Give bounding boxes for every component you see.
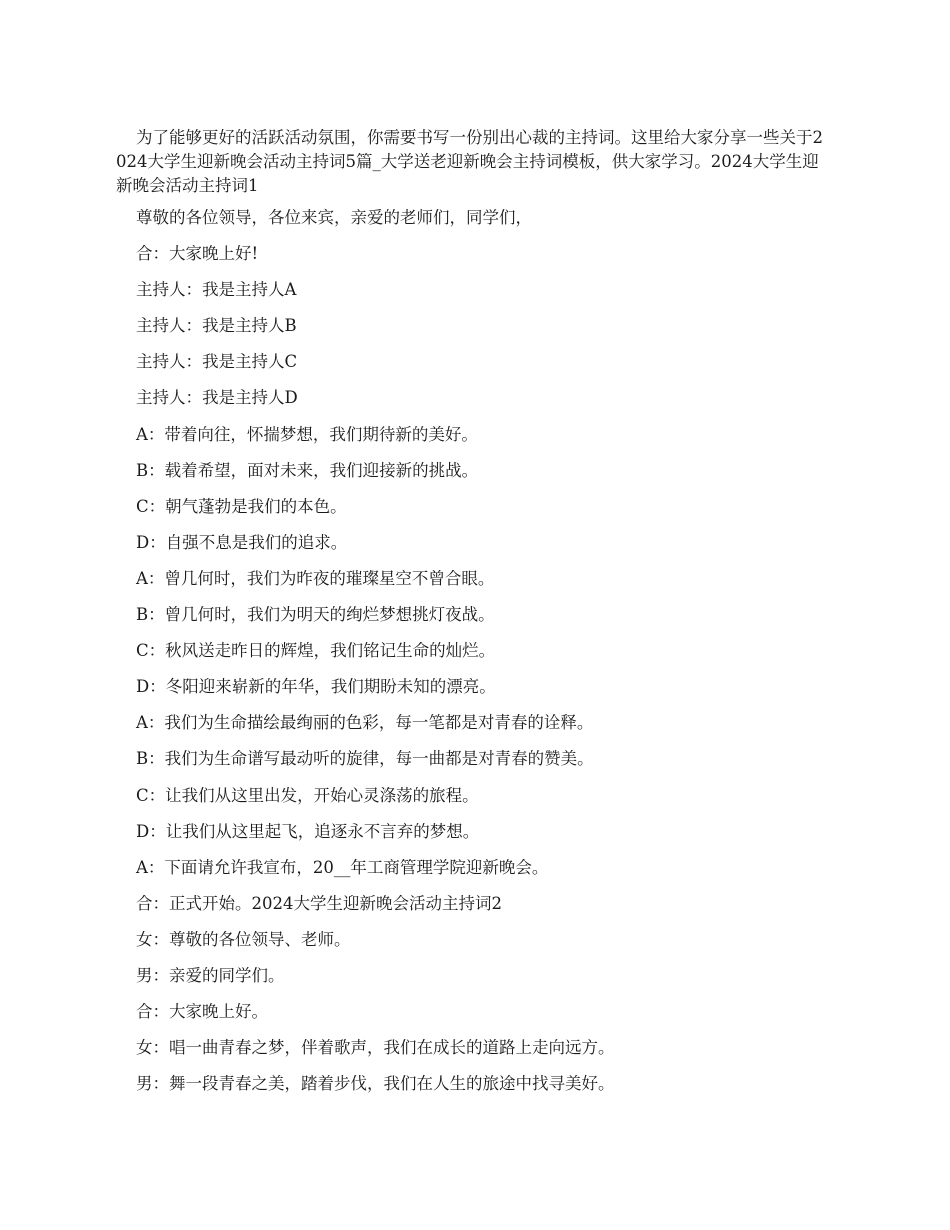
script-line: C：朝气蓬勃是我们的本色。 bbox=[136, 496, 347, 516]
script-line: A：曾几何时，我们为昨夜的璀璨星空不曾合眼。 bbox=[136, 568, 495, 588]
script-line: B：载着希望，面对未来，我们迎接新的挑战。 bbox=[136, 460, 479, 480]
script-line: 合：正式开始。2024大学生迎新晚会活动主持词2 bbox=[136, 893, 502, 913]
script-line: 女：尊敬的各位领导、老师。 bbox=[136, 929, 351, 949]
script-line: 男：亲爱的同学们。 bbox=[136, 965, 285, 985]
script-line: C：秋风送走昨日的辉煌，我们铭记生命的灿烂。 bbox=[136, 641, 496, 661]
script-line: D：冬阳迎来崭新的年华，我们期盼未知的漂亮。 bbox=[136, 677, 496, 697]
script-line: 尊敬的各位领导，各位来宾，亲爱的老师们，同学们， bbox=[136, 208, 532, 227]
script-line: A：我们为生命描绘最绚丽的色彩，每一笔都是对青春的诠释。 bbox=[136, 713, 594, 733]
script-line: B：曾几何时，我们为明天的绚烂梦想挑灯夜战。 bbox=[136, 605, 495, 625]
script-line: 合：大家晚上好。 bbox=[136, 1002, 268, 1022]
script-line: 男：舞一段青春之美，踏着步伐，我们在人生的旅途中找寻美好。 bbox=[136, 1074, 615, 1094]
script-line: 主持人：我是主持人C bbox=[136, 352, 298, 372]
script-line: 主持人：我是主持人A bbox=[136, 280, 297, 300]
script-line: 女：唱一曲青春之梦，伴着歌声，我们在成长的道路上走向远方。 bbox=[136, 1038, 615, 1058]
script-line: 主持人：我是主持人B bbox=[136, 316, 297, 336]
script-line: C：让我们从这里出发，开始心灵涤荡的旅程。 bbox=[136, 785, 479, 805]
intro-paragraph: 为了能够更好的活跃活动氛围，你需要书写一份别出心裁的主持词。这里给大家分享一些关于2024大学生迎新晚会活动主持词5篇_大学送老迎新晚会主持词模板，供大家学习。2024大学生迎新晚会活动主持词1 bbox=[116, 128, 823, 195]
script-line: B：我们为生命谱写最动听的旋律，每一曲都是对青春的赞美。 bbox=[136, 749, 594, 769]
script-line: D：让我们从这里起飞，追逐永不言弃的梦想。 bbox=[136, 821, 480, 841]
script-line: 主持人：我是主持人D bbox=[136, 388, 298, 408]
script-line: 合：大家晚上好! bbox=[136, 244, 259, 264]
script-lines bbox=[136, 207, 615, 1109]
script-line: A：带着向往，怀揣梦想，我们期待新的美好。 bbox=[136, 424, 478, 444]
script-line: D：自强不息是我们的追求。 bbox=[136, 532, 348, 552]
script-line: A：下面请允许我宣布，20__年工商管理学院迎新晚会。 bbox=[136, 857, 549, 877]
